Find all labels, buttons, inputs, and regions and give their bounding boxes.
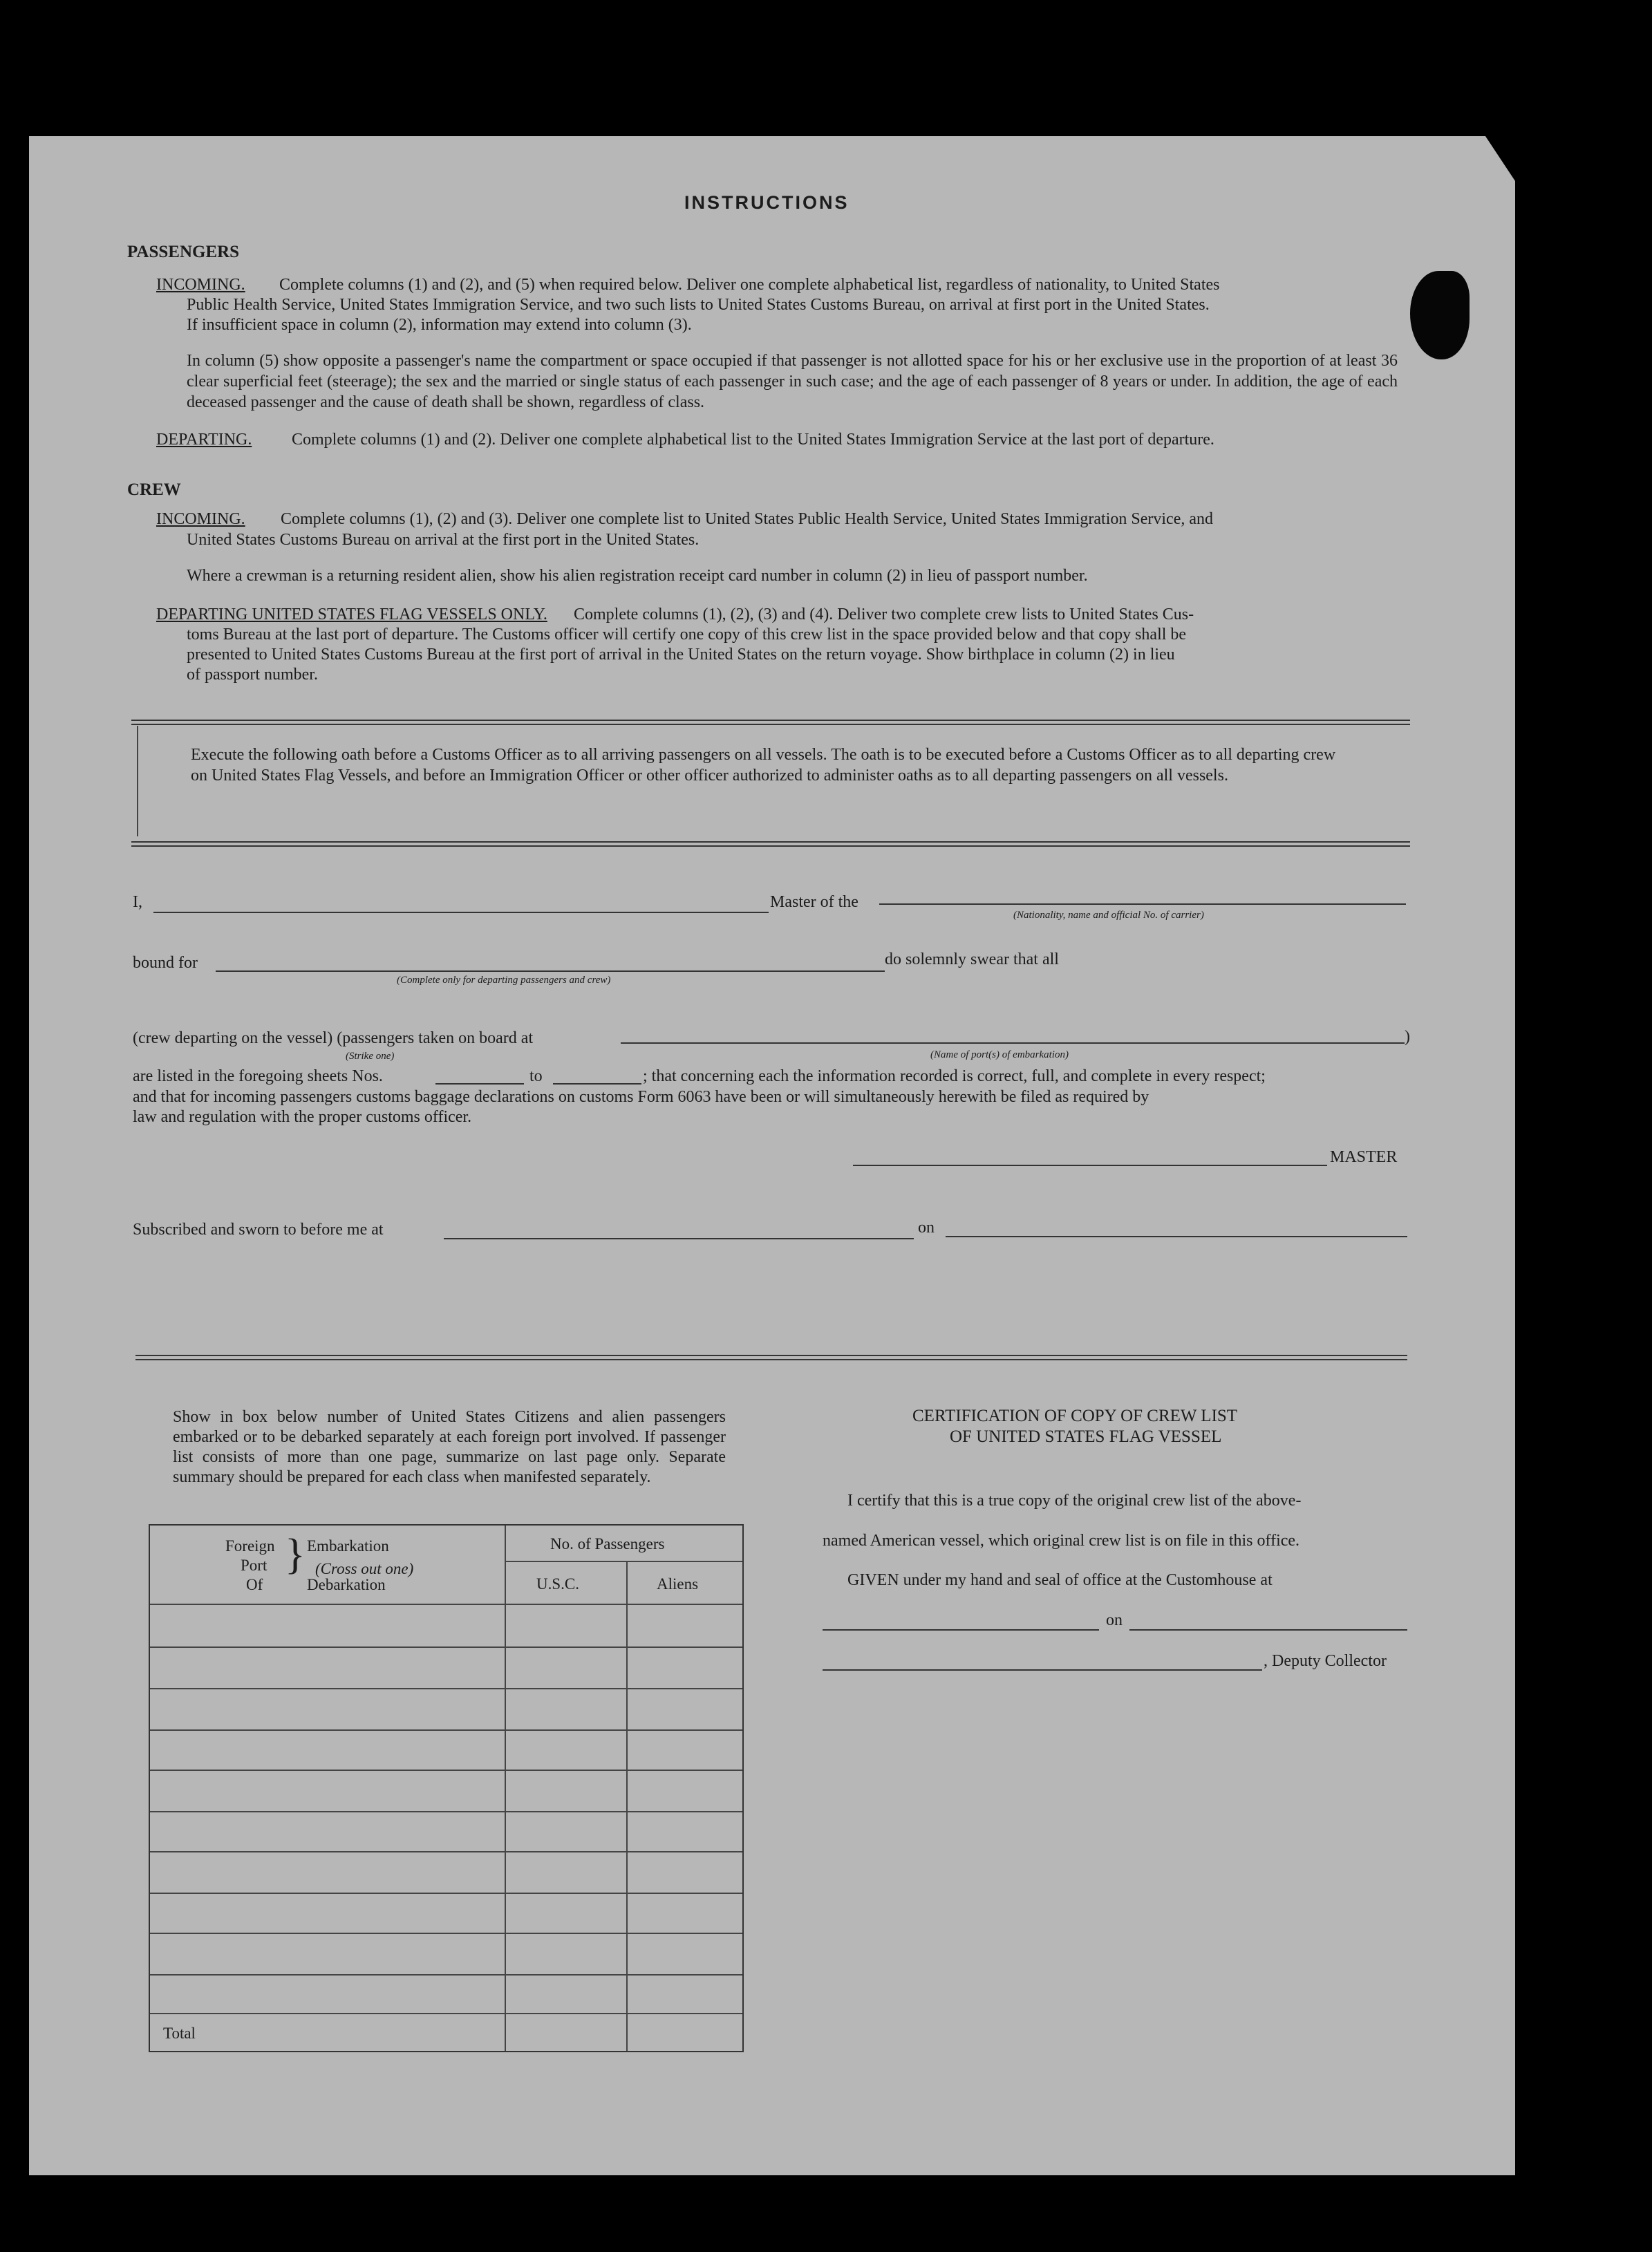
sheet-from-field[interactable] (435, 1083, 524, 1085)
certification-title-line2: OF UNITED STATES FLAG VESSEL (950, 1427, 1222, 1446)
section-divider (131, 720, 1410, 725)
certify-line1: I certify that this is a true copy of the original crew list of the above- (847, 1492, 1302, 1510)
subscribed-text: Subscribed and sworn to before me at (133, 1221, 384, 1239)
foreign-label: Foreign (225, 1537, 275, 1555)
sworn-on-label: on (918, 1219, 935, 1237)
section-divider (131, 841, 1410, 847)
table-row (150, 1893, 742, 1894)
sheet-to-field[interactable] (553, 1083, 641, 1085)
crew-departing-line1: Complete columns (1), (2), (3) and (4). Deliver two complete crew lists to United States Cus- (574, 606, 1194, 623)
master-name-field[interactable] (153, 912, 769, 913)
table-row (150, 1729, 742, 1731)
passengers-departing-label: DEPARTING. (156, 431, 252, 449)
passengers-incoming-line2: Public Health Service, United States Immigration Service, and two such lists to United States Customs Bureau, on arrival at first port in the United States. (187, 296, 1210, 314)
listed-text-b: ; that concerning each the information recorded is correct, full, and complete in every respect; (643, 1067, 1266, 1085)
table-row (150, 1851, 742, 1852)
table-header-rule (505, 1561, 742, 1562)
crew-departing-label: DEPARTING UNITED STATES FLAG VESSELS ONLY. (156, 606, 547, 623)
ports-caption: (Name of port(s) of embarkation) (930, 1049, 1069, 1060)
nationality-caption: (Nationality, name and official No. of carrier) (1013, 910, 1204, 921)
cross-out-caption: (Cross out one) (315, 1560, 414, 1577)
total-label: Total (163, 2025, 196, 2042)
listed-to-label: to (529, 1067, 543, 1085)
torn-hole (1410, 271, 1470, 359)
crew-departing-text: (crew departing on the vessel) (passengers taken on board at (133, 1029, 534, 1047)
crew-incoming-line2: United States Customs Bureau on arrival at the first port in the United States. (187, 531, 700, 549)
table-row (150, 1974, 742, 1976)
table-col-divider (626, 1561, 628, 2051)
oath-intro: Execute the following oath before a Customs Officer as to all arriving passengers on all vessels. The oath is to be executed before a Customs Officer as to all departing crew on United States Flag Vessels, and before an Immigration Officer or other officer authorized to administer oaths as to all departing passengers on all vessels. (191, 746, 1336, 785)
crew-alien-text: Where a crewman is a returning resident alien, show his alien registration receipt card number in column (2) in lieu of passport number. (187, 567, 1088, 585)
debarkation-label: Debarkation (307, 1576, 386, 1593)
embarkation-label: Embarkation (307, 1537, 389, 1555)
table-row (150, 1646, 742, 1648)
crew-departing-line2: toms Bureau at the last port of departure. The Customs officer will certify one copy of this crew list in the space provided below and that copy shall be (187, 626, 1187, 644)
crew-incoming-label: INCOMING. (156, 510, 245, 528)
summary-instruction: Show in box below number of United States Citizens and alien passengers embarked or to be debarked separately at each foreign port involved. If passenger list consists of more than one page, summarize on last page only. Separate summary should be prepared for each class when manifested separately. (173, 1408, 726, 1486)
sworn-place-field[interactable] (444, 1238, 914, 1239)
section-divider (135, 1355, 1407, 1360)
passengers-column5-text: In column (5) show opposite a passenger's name the compartment or space occupied if that passenger is not allotted space for his or her exclusive use in the proportion of at least 36 clear superficial feet (steerage); the sex and the married or single status of each passenger in such case; and the age of each passenger of 8 years or under. In addition, the age of each deceased passenger and the cause of death shall be shown, regardless of class. (187, 352, 1398, 411)
aliens-header: Aliens (657, 1575, 699, 1593)
customhouse-field[interactable] (823, 1629, 1099, 1631)
master-signature-label: MASTER (1330, 1148, 1398, 1166)
embarkation-port-field[interactable] (621, 1042, 1405, 1044)
certification-title-line1: CERTIFICATION OF COPY OF CREW LIST (912, 1407, 1238, 1425)
given-text: GIVEN under my hand and seal of office at the Customhouse at (847, 1571, 1273, 1589)
deputy-collector-label: , Deputy Collector (1264, 1652, 1387, 1670)
crew-incoming-line1: Complete columns (1), (2) and (3). Deliver one complete list to United States Public Health Service, United States Immigration Service, and (281, 510, 1214, 528)
swear-text: do solemnly swear that all (885, 950, 1059, 968)
master-signature-field[interactable] (853, 1165, 1327, 1166)
table-row (150, 1688, 742, 1689)
deputy-collector-field[interactable] (823, 1669, 1262, 1671)
port-label: Port (241, 1557, 267, 1574)
cert-on-label: on (1106, 1611, 1123, 1629)
bound-for-label: bound for (133, 954, 198, 972)
cert-date-field[interactable] (1129, 1629, 1407, 1631)
listed-text-a: are listed in the foregoing sheets Nos. (133, 1067, 383, 1085)
listed-line3: law and regulation with the proper customs officer. (133, 1108, 472, 1126)
certify-line2: named American vessel, which original crew list is on file in this office. (823, 1532, 1300, 1550)
sworn-date-field[interactable] (946, 1236, 1407, 1237)
oath-i-label: I, (133, 893, 142, 911)
table-row (150, 1811, 742, 1812)
passengers-incoming-line3: If insufficient space in column (2), information may extend into column (3). (187, 316, 692, 334)
crew-departing-line4: of passport number. (187, 666, 318, 684)
page-title: INSTRUCTIONS (684, 192, 850, 213)
table-brace: } (285, 1531, 306, 1578)
of-label: Of (246, 1576, 263, 1593)
usc-header: U.S.C. (536, 1575, 579, 1593)
bound-caption: (Complete only for departing passengers and crew) (397, 975, 611, 986)
listed-line2: and that for incoming passengers customs baggage declarations on customs Form 6063 have been or will simultaneously herewith be filed as required by (133, 1088, 1149, 1106)
table-row (150, 1933, 742, 1934)
passengers-incoming-line1: Complete columns (1) and (2), and (5) when required below. Deliver one complete alphabetical list, regardless of nationality, to United States (279, 276, 1220, 294)
passengers-departing-text: Complete columns (1) and (2). Deliver one complete alphabetical list to the United States Immigration Service at the last port of departure. (292, 431, 1214, 449)
table-header-bottom (150, 1604, 742, 1605)
crew-departing-line3: presented to United States Customs Bureau at the first port of arrival in the United States on the return voyage. Show birthplace in column (2) in lieu (187, 646, 1175, 664)
close-paren: ) (1405, 1028, 1410, 1046)
table-row (150, 1770, 742, 1771)
no-passengers-header: No. of Passengers (550, 1535, 665, 1552)
passengers-heading: PASSENGERS (127, 243, 240, 261)
table-row (150, 2013, 742, 2014)
master-of-label: Master of the (770, 893, 858, 911)
margin-rule (137, 726, 138, 836)
passengers-incoming-label: INCOMING. (156, 276, 245, 294)
strike-one-caption: (Strike one) (346, 1051, 395, 1062)
carrier-field[interactable] (879, 903, 1406, 905)
crew-heading: CREW (127, 480, 181, 499)
